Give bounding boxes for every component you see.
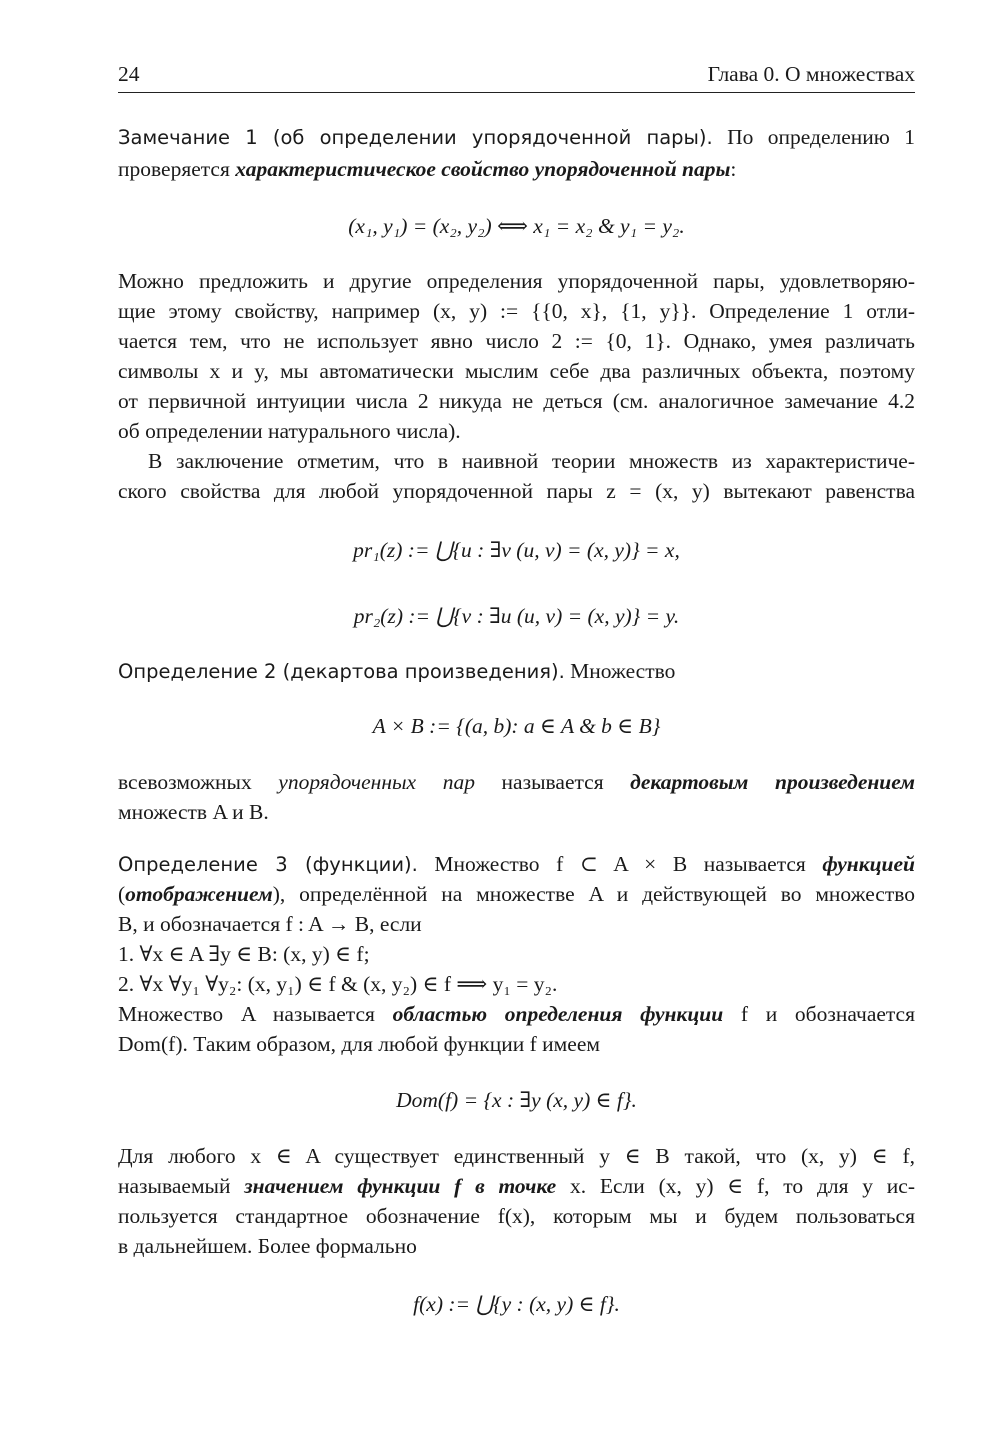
domain-prefix: Множество A называется bbox=[118, 1002, 375, 1026]
def3-condition-1: 1. ∀x ∈ A ∃y ∈ B: (x, y) ∈ f; bbox=[118, 942, 370, 966]
def3-domain-line-2: Dom(f). Таким образом, для любой функции f имеем bbox=[118, 1032, 600, 1056]
running-title: Глава 0. О множествах bbox=[707, 62, 915, 86]
def2-mid: называется bbox=[501, 770, 604, 794]
remark-line2-prefix: проверяется bbox=[118, 157, 230, 181]
pr2-formula: pr₂(z) := ⋃{v : ∃u (u, v) = (x, y)} = y. bbox=[353, 604, 680, 628]
remark-para-line: щие этому свойству, например (x, y) := {{0, x}, {1, y}}. Определение 1 отли- bbox=[118, 299, 915, 323]
def2-prefix: всевозможных bbox=[118, 770, 252, 794]
pair-formula: (x₁, y₁) = (x₂, y₂) ⟺ x₁ = x₂ & y₁ = y₂. bbox=[348, 214, 685, 238]
dom-formula: Dom(f) = {x : ∃y (x, y) ∈ f}. bbox=[396, 1088, 637, 1112]
def3-condition-2: 2. ∀x ∀y₁ ∀y₂: (x, y₁) ∈ f & (x, y₂) ∈ f ⟹ y₁ = y₂. bbox=[118, 972, 558, 996]
remark-line2-suffix: : bbox=[730, 157, 737, 181]
value-line-2 bbox=[118, 1171, 915, 1201]
value-line-3: пользуется стандартное обозначение f(x), которым мы и будем пользоваться bbox=[118, 1204, 915, 1228]
remark-heading-line bbox=[118, 122, 915, 153]
def3-heading-line bbox=[118, 849, 915, 880]
remark-para-line: от первичной интуиции числа 2 никуда не деться (см. аналогичное замечание 4.2 bbox=[118, 389, 915, 413]
pr1-formula: pr₁(z) := ⋃{u : ∃v (u, v) = (x, y)} = x, bbox=[353, 538, 680, 562]
remark-para-line: символы x и y, мы автоматически мыслим себе два различных объекта, поэтому bbox=[118, 359, 915, 383]
value-line-1: Для любого x ∈ A существует единственный y ∈ B такой, что (x, y) ∈ f, bbox=[118, 1144, 915, 1168]
def3-term-map: отображением bbox=[125, 882, 273, 906]
domain-suffix: f и обозначается bbox=[740, 1002, 915, 1026]
def2-lead: Множество bbox=[570, 659, 676, 683]
cartesian-formula: A × B := {(a, b): a ∈ A & b ∈ B} bbox=[372, 714, 661, 738]
value-prefix: называемый bbox=[118, 1174, 231, 1198]
remark-para-line: Можно предложить и другие определения упорядоченной пары, удовлетворяю- bbox=[118, 269, 915, 293]
def3-line-2: (отображением), определённой на множестве A и действующей во множество bbox=[118, 882, 915, 906]
def3-line1: Множество f ⊂ A × B называется bbox=[434, 852, 806, 876]
def2-heading-line bbox=[118, 656, 915, 687]
def2-line-1 bbox=[118, 767, 915, 797]
value-line-4: в дальнейшем. Более формально bbox=[118, 1234, 417, 1258]
value-suffix: x. Если (x, y) ∈ f, то для y ис- bbox=[569, 1174, 916, 1198]
def3-term-function: функцией bbox=[822, 852, 915, 876]
domain-term: областью определения функции bbox=[392, 1002, 724, 1026]
def2-title: Определение 2 (декартова произведения). bbox=[118, 660, 565, 683]
def3-line-3: B, и обозначается f : A → B, если bbox=[118, 912, 422, 936]
def3-line2: ), определённой на множестве A и действующей во множество bbox=[272, 882, 915, 906]
def2-line-2: множеств A и B. bbox=[118, 800, 269, 824]
page-number: 24 bbox=[118, 62, 140, 86]
def2-term: декартовым произведением bbox=[630, 770, 915, 794]
remark-title: Замечание 1 (об определении упорядоченной пары). bbox=[118, 126, 713, 149]
def3-title: Определение 3 (функции). bbox=[118, 853, 418, 876]
conclusion-line: В заключение отметим, что в наивной теории множеств из характеристиче- bbox=[148, 449, 915, 473]
remark-term: характеристическое свойство упорядоченной пары bbox=[235, 157, 731, 181]
header-rule bbox=[118, 92, 915, 93]
def2-italic: упорядоченных пар bbox=[278, 770, 475, 794]
remark-para-line: об определении натурального числа). bbox=[118, 419, 461, 443]
value-term: значением функции f в точке bbox=[244, 1174, 557, 1198]
remark-lead: По определению 1 bbox=[727, 125, 915, 149]
def3-domain-line bbox=[118, 999, 915, 1029]
conclusion-line: ского свойства для любой упорядоченной пары z = (x, y) вытекают равенства bbox=[118, 479, 915, 503]
remark-line-2 bbox=[118, 154, 915, 184]
fx-formula: f(x) := ⋃{y : (x, y) ∈ f}. bbox=[413, 1292, 620, 1316]
remark-para-line: чается тем, что не использует явно число 2 := {0, 1}. Однако, умея различать bbox=[118, 329, 915, 353]
